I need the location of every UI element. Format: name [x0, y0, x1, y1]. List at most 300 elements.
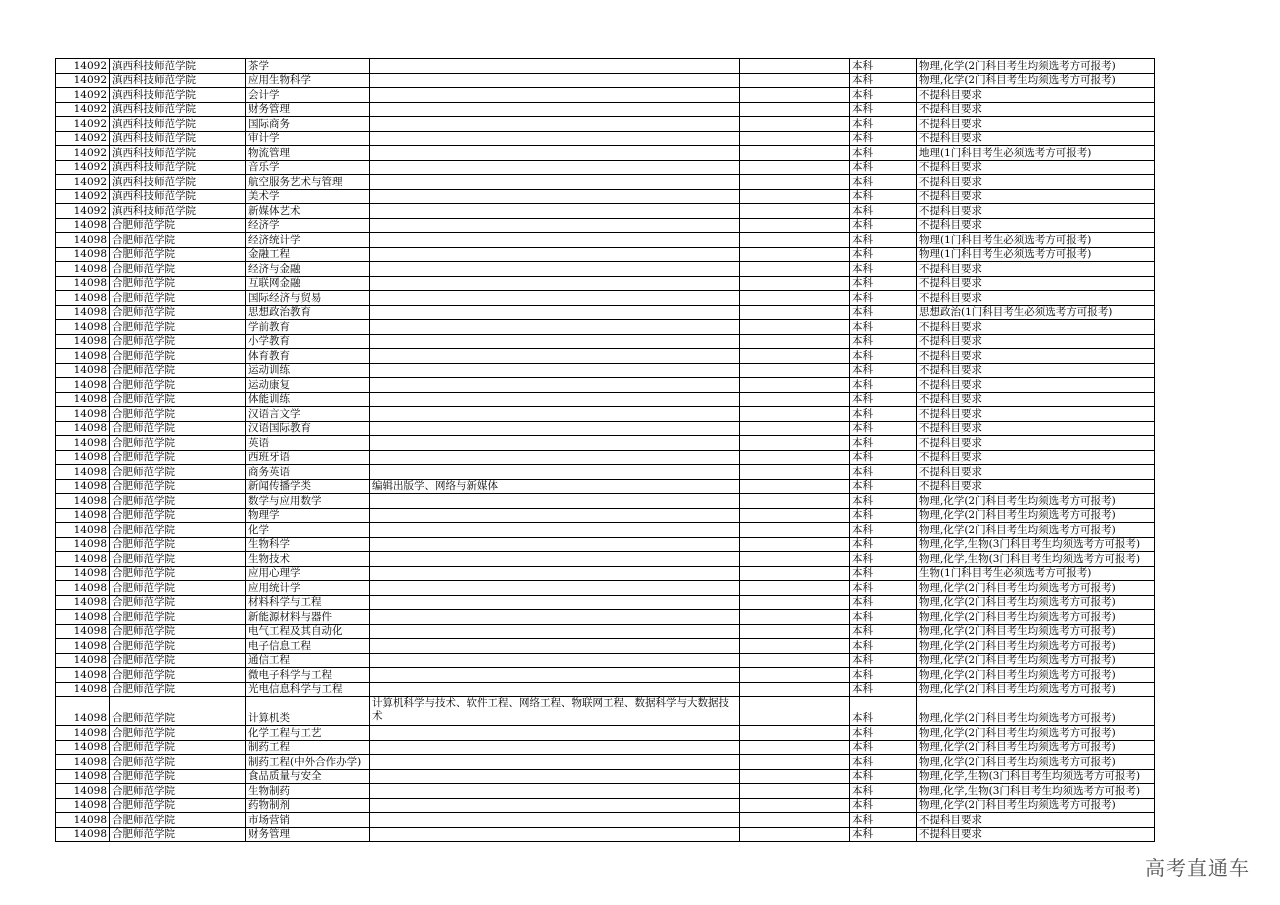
included-majors-cell — [370, 494, 740, 509]
included-majors-cell — [370, 392, 740, 407]
major-name-cell: 制药工程(中外合作办学) — [246, 755, 370, 770]
level-cell: 本科 — [850, 378, 917, 393]
level-cell: 本科 — [850, 798, 917, 813]
major-name-cell: 小学教育 — [246, 334, 370, 349]
level-cell: 本科 — [850, 276, 917, 291]
note-cell — [740, 320, 850, 335]
major-name-cell: 新能源材料与器件 — [246, 610, 370, 625]
subject-requirement-cell: 物理,化学,生物(3门科目考生均须选考方可报考) — [917, 552, 1155, 567]
note-cell — [740, 566, 850, 581]
subject-requirement-cell: 物理,化学(2门科目考生均须选考方可报考) — [917, 697, 1155, 726]
subject-requirement-cell: 不提科目要求 — [917, 827, 1155, 842]
note-cell — [740, 407, 850, 422]
school-name-cell: 合肥师范学院 — [110, 740, 246, 755]
included-majors-cell — [370, 175, 740, 190]
school-code-cell: 14092 — [56, 204, 110, 219]
included-majors-cell — [370, 218, 740, 233]
table-row — [56, 334, 1155, 349]
level-cell: 本科 — [850, 479, 917, 494]
table-row — [56, 102, 1155, 117]
school-name-cell: 合肥师范学院 — [110, 523, 246, 538]
major-name-cell: 计算机类 — [246, 697, 370, 726]
school-code-cell: 14092 — [56, 160, 110, 175]
table-row — [56, 726, 1155, 741]
watermark: 高考直通车 — [1145, 856, 1250, 880]
level-cell: 本科 — [850, 204, 917, 219]
subject-requirement-cell: 物理,化学(2门科目考生均须选考方可报考) — [917, 494, 1155, 509]
note-cell — [740, 726, 850, 741]
table-row — [56, 421, 1155, 436]
included-majors-cell — [370, 465, 740, 480]
school-name-cell: 合肥师范学院 — [110, 827, 246, 842]
major-name-cell: 数学与应用数学 — [246, 494, 370, 509]
school-code-cell: 14092 — [56, 88, 110, 103]
level-cell: 本科 — [850, 523, 917, 538]
school-code-cell: 14098 — [56, 537, 110, 552]
level-cell: 本科 — [850, 697, 917, 726]
school-code-cell: 14092 — [56, 73, 110, 88]
table-row — [56, 755, 1155, 770]
note-cell — [740, 450, 850, 465]
note-cell — [740, 175, 850, 190]
level-cell: 本科 — [850, 73, 917, 88]
school-code-cell: 14098 — [56, 668, 110, 683]
major-name-cell: 食品质量与安全 — [246, 769, 370, 784]
note-cell — [740, 363, 850, 378]
level-cell: 本科 — [850, 566, 917, 581]
school-name-cell: 合肥师范学院 — [110, 479, 246, 494]
included-majors-cell — [370, 436, 740, 451]
major-name-cell: 通信工程 — [246, 653, 370, 668]
level-cell: 本科 — [850, 131, 917, 146]
subject-requirement-cell: 不提科目要求 — [917, 363, 1155, 378]
included-majors-cell — [370, 59, 740, 74]
note-cell — [740, 581, 850, 596]
major-name-cell: 化学工程与工艺 — [246, 726, 370, 741]
school-code-cell: 14092 — [56, 146, 110, 161]
school-name-cell: 合肥师范学院 — [110, 262, 246, 277]
school-name-cell: 合肥师范学院 — [110, 755, 246, 770]
school-code-cell: 14098 — [56, 247, 110, 262]
subject-requirement-cell: 物理,化学(2门科目考生均须选考方可报考) — [917, 624, 1155, 639]
level-cell: 本科 — [850, 624, 917, 639]
table-row — [56, 189, 1155, 204]
school-code-cell: 14098 — [56, 479, 110, 494]
table-row — [56, 697, 1155, 726]
school-name-cell: 滇西科技师范学院 — [110, 73, 246, 88]
major-name-cell: 药物制剂 — [246, 798, 370, 813]
included-majors-cell — [370, 769, 740, 784]
table-row — [56, 624, 1155, 639]
subject-requirement-cell: 物理,化学(2门科目考生均须选考方可报考) — [917, 639, 1155, 654]
subject-requirement-cell: 不提科目要求 — [917, 320, 1155, 335]
level-cell: 本科 — [850, 88, 917, 103]
major-name-cell: 商务英语 — [246, 465, 370, 480]
included-majors-cell — [370, 784, 740, 799]
level-cell: 本科 — [850, 59, 917, 74]
subject-requirement-cell: 不提科目要求 — [917, 88, 1155, 103]
school-code-cell: 14092 — [56, 102, 110, 117]
note-cell — [740, 740, 850, 755]
school-name-cell: 合肥师范学院 — [110, 566, 246, 581]
school-code-cell: 14092 — [56, 59, 110, 74]
included-majors-cell — [370, 653, 740, 668]
note-cell — [740, 508, 850, 523]
school-name-cell: 合肥师范学院 — [110, 276, 246, 291]
major-name-cell: 运动训练 — [246, 363, 370, 378]
table-row — [56, 639, 1155, 654]
note-cell — [740, 117, 850, 132]
included-majors-cell — [370, 566, 740, 581]
table-row — [56, 566, 1155, 581]
table-row — [56, 813, 1155, 828]
note-cell — [740, 523, 850, 538]
table-body — [56, 59, 1155, 842]
table-row — [56, 668, 1155, 683]
subject-requirement-cell: 物理,化学(2门科目考生均须选考方可报考) — [917, 595, 1155, 610]
level-cell: 本科 — [850, 334, 917, 349]
table-row — [56, 465, 1155, 480]
school-code-cell: 14098 — [56, 682, 110, 697]
school-code-cell: 14098 — [56, 755, 110, 770]
table-row — [56, 595, 1155, 610]
subject-requirement-cell: 物理,化学(2门科目考生均须选考方可报考) — [917, 523, 1155, 538]
note-cell — [740, 668, 850, 683]
level-cell: 本科 — [850, 320, 917, 335]
included-majors-cell — [370, 291, 740, 306]
school-name-cell: 合肥师范学院 — [110, 552, 246, 567]
major-name-cell: 材料科学与工程 — [246, 595, 370, 610]
major-name-cell: 生物制药 — [246, 784, 370, 799]
major-name-cell: 体育教育 — [246, 349, 370, 364]
level-cell: 本科 — [850, 218, 917, 233]
table-row — [56, 769, 1155, 784]
school-code-cell: 14098 — [56, 595, 110, 610]
included-majors-cell — [370, 740, 740, 755]
included-majors-cell — [370, 595, 740, 610]
table-row — [56, 276, 1155, 291]
included-majors-cell — [370, 450, 740, 465]
table-row — [56, 436, 1155, 451]
subject-requirement-cell: 不提科目要求 — [917, 334, 1155, 349]
major-name-cell: 英语 — [246, 436, 370, 451]
included-majors-cell — [370, 276, 740, 291]
included-majors-cell — [370, 407, 740, 422]
level-cell: 本科 — [850, 668, 917, 683]
subject-requirement-cell: 物理,化学,生物(3门科目考生均须选考方可报考) — [917, 769, 1155, 784]
included-majors-cell — [370, 610, 740, 625]
major-name-cell: 生物技术 — [246, 552, 370, 567]
subject-requirement-cell: 物理(1门科目考生必须选考方可报考) — [917, 247, 1155, 262]
note-cell — [740, 349, 850, 364]
table-row — [56, 88, 1155, 103]
level-cell: 本科 — [850, 639, 917, 654]
note-cell — [740, 552, 850, 567]
note-cell — [740, 653, 850, 668]
subject-requirement-cell: 不提科目要求 — [917, 421, 1155, 436]
school-code-cell: 14098 — [56, 827, 110, 842]
school-name-cell: 合肥师范学院 — [110, 305, 246, 320]
subject-requirement-cell: 生物(1门科目考生必须选考方可报考) — [917, 566, 1155, 581]
included-majors-cell — [370, 682, 740, 697]
table-row — [56, 204, 1155, 219]
included-majors-cell — [370, 378, 740, 393]
subject-requirement-cell: 不提科目要求 — [917, 450, 1155, 465]
school-code-cell: 14098 — [56, 508, 110, 523]
subject-requirement-cell: 不提科目要求 — [917, 131, 1155, 146]
table-row — [56, 450, 1155, 465]
included-majors-cell: 编辑出版学、网络与新媒体 — [370, 479, 740, 494]
included-majors-cell — [370, 537, 740, 552]
school-code-cell: 14092 — [56, 189, 110, 204]
included-majors-cell — [370, 363, 740, 378]
school-code-cell: 14098 — [56, 363, 110, 378]
school-name-cell: 合肥师范学院 — [110, 407, 246, 422]
school-name-cell: 合肥师范学院 — [110, 363, 246, 378]
note-cell — [740, 682, 850, 697]
level-cell: 本科 — [850, 595, 917, 610]
note-cell — [740, 218, 850, 233]
level-cell: 本科 — [850, 450, 917, 465]
table-row — [56, 363, 1155, 378]
note-cell — [740, 755, 850, 770]
major-name-cell: 经济统计学 — [246, 233, 370, 248]
table-row — [56, 552, 1155, 567]
note-cell — [740, 769, 850, 784]
included-majors-cell — [370, 523, 740, 538]
included-majors-cell — [370, 305, 740, 320]
school-name-cell: 合肥师范学院 — [110, 537, 246, 552]
level-cell: 本科 — [850, 175, 917, 190]
subject-requirement-cell: 地理(1门科目考生必须选考方可报考) — [917, 146, 1155, 161]
school-name-cell: 合肥师范学院 — [110, 421, 246, 436]
level-cell: 本科 — [850, 291, 917, 306]
table-row — [56, 827, 1155, 842]
school-code-cell: 14098 — [56, 465, 110, 480]
school-name-cell: 滇西科技师范学院 — [110, 175, 246, 190]
level-cell: 本科 — [850, 813, 917, 828]
school-code-cell: 14098 — [56, 813, 110, 828]
note-cell — [740, 291, 850, 306]
school-name-cell: 合肥师范学院 — [110, 465, 246, 480]
school-name-cell: 合肥师范学院 — [110, 769, 246, 784]
subject-requirement-cell: 不提科目要求 — [917, 204, 1155, 219]
school-name-cell: 滇西科技师范学院 — [110, 88, 246, 103]
included-majors-cell — [370, 146, 740, 161]
school-code-cell: 14098 — [56, 798, 110, 813]
school-name-cell: 合肥师范学院 — [110, 595, 246, 610]
note-cell — [740, 392, 850, 407]
major-name-cell: 制药工程 — [246, 740, 370, 755]
subject-requirement-cell: 不提科目要求 — [917, 378, 1155, 393]
school-code-cell: 14092 — [56, 175, 110, 190]
table-row — [56, 160, 1155, 175]
major-name-cell: 金融工程 — [246, 247, 370, 262]
school-name-cell: 合肥师范学院 — [110, 233, 246, 248]
school-name-cell: 合肥师范学院 — [110, 494, 246, 509]
subject-requirement-cell: 物理,化学(2门科目考生均须选考方可报考) — [917, 740, 1155, 755]
level-cell: 本科 — [850, 784, 917, 799]
note-cell — [740, 697, 850, 726]
level-cell: 本科 — [850, 407, 917, 422]
included-majors-cell — [370, 755, 740, 770]
major-name-cell: 新闻传播学类 — [246, 479, 370, 494]
school-code-cell: 14098 — [56, 392, 110, 407]
school-code-cell: 14098 — [56, 276, 110, 291]
level-cell: 本科 — [850, 233, 917, 248]
subject-requirement-cell: 物理,化学,生物(3门科目考生均须选考方可报考) — [917, 537, 1155, 552]
subject-requirement-cell: 物理(1门科目考生必须选考方可报考) — [917, 233, 1155, 248]
school-name-cell: 合肥师范学院 — [110, 697, 246, 726]
note-cell — [740, 827, 850, 842]
subject-requirement-cell: 物理,化学(2门科目考生均须选考方可报考) — [917, 610, 1155, 625]
note-cell — [740, 610, 850, 625]
level-cell: 本科 — [850, 189, 917, 204]
school-name-cell: 滇西科技师范学院 — [110, 131, 246, 146]
school-name-cell: 合肥师范学院 — [110, 784, 246, 799]
note-cell — [740, 189, 850, 204]
school-code-cell: 14098 — [56, 784, 110, 799]
major-name-cell: 财务管理 — [246, 102, 370, 117]
major-name-cell: 物理学 — [246, 508, 370, 523]
note-cell — [740, 131, 850, 146]
note-cell — [740, 378, 850, 393]
included-majors-cell — [370, 349, 740, 364]
note-cell — [740, 595, 850, 610]
subject-requirement-cell: 物理,化学(2门科目考生均须选考方可报考) — [917, 73, 1155, 88]
school-code-cell: 14098 — [56, 697, 110, 726]
level-cell: 本科 — [850, 349, 917, 364]
major-name-cell: 物流管理 — [246, 146, 370, 161]
subject-requirement-cell: 物理,化学(2门科目考生均须选考方可报考) — [917, 726, 1155, 741]
school-code-cell: 14098 — [56, 421, 110, 436]
level-cell: 本科 — [850, 827, 917, 842]
school-code-cell: 14098 — [56, 305, 110, 320]
included-majors-cell — [370, 247, 740, 262]
school-name-cell: 合肥师范学院 — [110, 508, 246, 523]
subject-requirement-cell: 不提科目要求 — [917, 392, 1155, 407]
note-cell — [740, 784, 850, 799]
level-cell: 本科 — [850, 262, 917, 277]
included-majors-cell — [370, 88, 740, 103]
school-name-cell: 滇西科技师范学院 — [110, 59, 246, 74]
note-cell — [740, 88, 850, 103]
major-name-cell: 审计学 — [246, 131, 370, 146]
level-cell: 本科 — [850, 247, 917, 262]
major-name-cell: 思想政治教育 — [246, 305, 370, 320]
school-name-cell: 滇西科技师范学院 — [110, 102, 246, 117]
school-code-cell: 14092 — [56, 117, 110, 132]
table-row — [56, 233, 1155, 248]
major-name-cell: 新媒体艺术 — [246, 204, 370, 219]
table-row — [56, 479, 1155, 494]
major-name-cell: 互联网金融 — [246, 276, 370, 291]
school-name-cell: 合肥师范学院 — [110, 624, 246, 639]
subject-requirement-cell: 不提科目要求 — [917, 218, 1155, 233]
level-cell: 本科 — [850, 494, 917, 509]
school-name-cell: 合肥师范学院 — [110, 581, 246, 596]
table-row — [56, 73, 1155, 88]
school-name-cell: 合肥师范学院 — [110, 682, 246, 697]
school-name-cell: 合肥师范学院 — [110, 436, 246, 451]
school-code-cell: 14098 — [56, 566, 110, 581]
school-code-cell: 14098 — [56, 726, 110, 741]
included-majors-cell: 计算机科学与技术、软件工程、网络工程、物联网工程、数据科学与大数据技术 — [370, 697, 740, 726]
school-code-cell: 14098 — [56, 581, 110, 596]
level-cell: 本科 — [850, 740, 917, 755]
included-majors-cell — [370, 639, 740, 654]
table-row — [56, 349, 1155, 364]
table-row — [56, 494, 1155, 509]
subject-requirement-cell: 不提科目要求 — [917, 102, 1155, 117]
table-row — [56, 682, 1155, 697]
subject-requirement-cell: 不提科目要求 — [917, 262, 1155, 277]
included-majors-cell — [370, 102, 740, 117]
table-row — [56, 247, 1155, 262]
school-code-cell: 14098 — [56, 349, 110, 364]
school-code-cell: 14098 — [56, 436, 110, 451]
note-cell — [740, 624, 850, 639]
level-cell: 本科 — [850, 305, 917, 320]
major-name-cell: 体能训练 — [246, 392, 370, 407]
level-cell: 本科 — [850, 421, 917, 436]
included-majors-cell — [370, 189, 740, 204]
school-name-cell: 合肥师范学院 — [110, 726, 246, 741]
school-code-cell: 14092 — [56, 131, 110, 146]
major-name-cell: 化学 — [246, 523, 370, 538]
included-majors-cell — [370, 668, 740, 683]
school-code-cell: 14098 — [56, 262, 110, 277]
note-cell — [740, 479, 850, 494]
school-name-cell: 合肥师范学院 — [110, 218, 246, 233]
major-name-cell: 微电子科学与工程 — [246, 668, 370, 683]
school-code-cell: 14098 — [56, 740, 110, 755]
subject-requirement-cell: 物理,化学(2门科目考生均须选考方可报考) — [917, 668, 1155, 683]
table-row — [56, 320, 1155, 335]
subject-requirement-cell: 物理,化学(2门科目考生均须选考方可报考) — [917, 581, 1155, 596]
school-name-cell: 合肥师范学院 — [110, 392, 246, 407]
school-code-cell: 14098 — [56, 523, 110, 538]
subject-requirement-cell: 不提科目要求 — [917, 407, 1155, 422]
school-name-cell: 滇西科技师范学院 — [110, 117, 246, 132]
note-cell — [740, 436, 850, 451]
table-row — [56, 305, 1155, 320]
major-name-cell: 学前教育 — [246, 320, 370, 335]
included-majors-cell — [370, 334, 740, 349]
subject-requirement-cell: 思想政治(1门科目考生必须选考方可报考) — [917, 305, 1155, 320]
note-cell — [740, 798, 850, 813]
note-cell — [740, 204, 850, 219]
note-cell — [740, 305, 850, 320]
subject-requirement-cell: 物理,化学(2门科目考生均须选考方可报考) — [917, 653, 1155, 668]
subject-requirement-cell: 物理,化学(2门科目考生均须选考方可报考) — [917, 755, 1155, 770]
table-row — [56, 378, 1155, 393]
major-name-cell: 汉语言文学 — [246, 407, 370, 422]
included-majors-cell — [370, 204, 740, 219]
level-cell: 本科 — [850, 769, 917, 784]
table-row — [56, 175, 1155, 190]
major-name-cell: 电气工程及其自动化 — [246, 624, 370, 639]
level-cell: 本科 — [850, 508, 917, 523]
school-name-cell: 滇西科技师范学院 — [110, 204, 246, 219]
included-majors-cell — [370, 262, 740, 277]
included-majors-cell — [370, 117, 740, 132]
table-row — [56, 291, 1155, 306]
subject-requirement-cell: 物理,化学(2门科目考生均须选考方可报考) — [917, 682, 1155, 697]
subject-requirement-cell: 不提科目要求 — [917, 175, 1155, 190]
level-cell: 本科 — [850, 552, 917, 567]
major-name-cell: 电子信息工程 — [246, 639, 370, 654]
